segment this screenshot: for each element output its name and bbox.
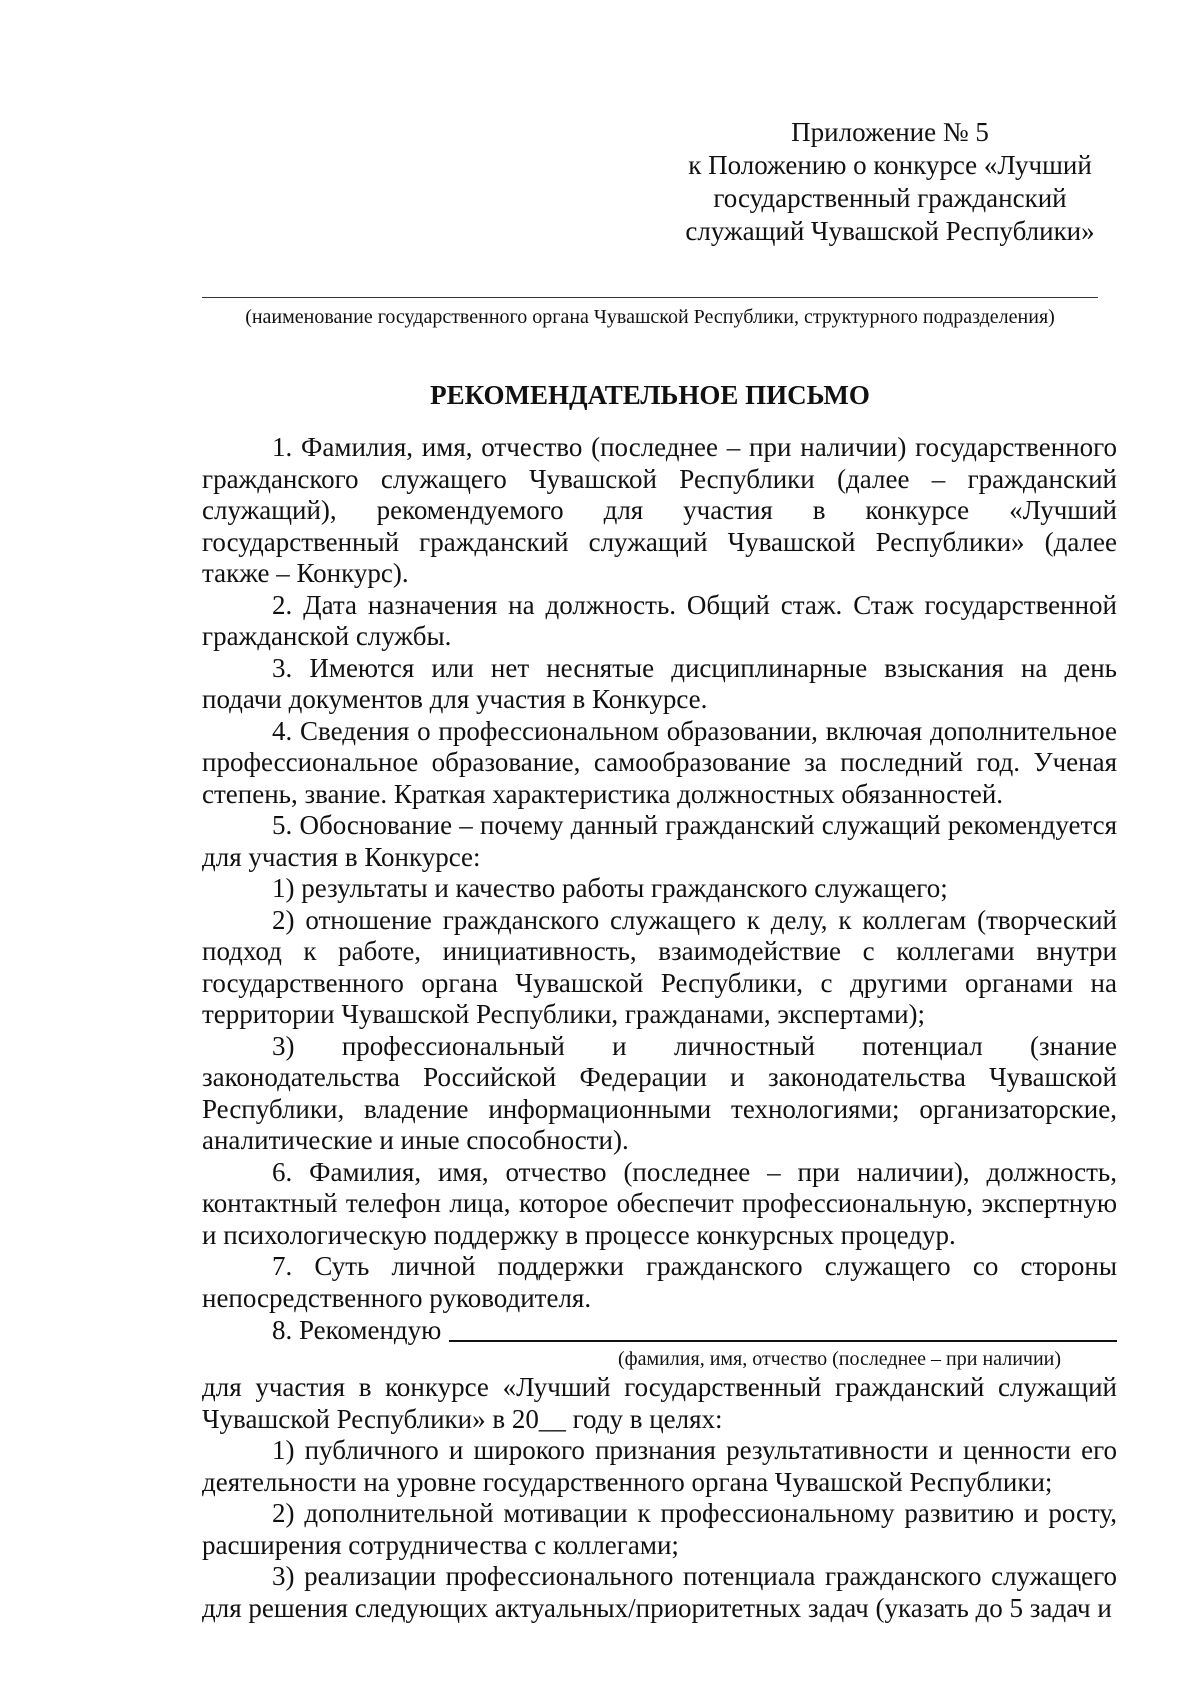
- appendix-header: [660, 116, 1120, 248]
- item-6: 6. Фамилия, имя, отчество (последнее – при наличии), должность, контактный телефон лица, которое обеспечит профессиональную, экспертную и психологическую поддержку в процессе конкурсных процедур.: [202, 1156, 1117, 1250]
- item-5-subitem-1: 1) результаты и качество работы гражданского служащего;: [272, 873, 948, 903]
- item-3: 3. Имеются или нет неснятые дисциплинарные взыскания на день подачи документов для участия в Конкурсе.: [202, 652, 1117, 714]
- item-1: 1. Фамилия, имя, отчество (последнее – при наличии) государственного гражданского служащего Чувашской Республики (далее – гражданский служащий), рекомендуемого для участия в конкурсе «Лучший государственный гражданский служащий Чувашской Республики» (далее также – Конкурс).: [202, 432, 1117, 588]
- item-5-subitem-3: 3) профессиональный и личностный потенциал (знание законодательства Российской Федерации и законодательства Чувашской Республики, владение информационными технологиями; организаторские, аналитические и иные способности).: [202, 1030, 1117, 1155]
- item-5-subitem-2: 2) отношение гражданского служащего к делу, к коллегам (творческий подход к работе, инициативность, взаимодействие с коллегами внутри государственного органа Чувашской Республики, с другими органами на территории Чувашской Республики, гражданами, экспертами);: [202, 904, 1117, 1029]
- item-8-continuation: для участия в конкурсе «Лучший государственный гражданский служащий Чувашской Республики» в 20__ году в целях:: [202, 1372, 1117, 1434]
- item-5: 5. Обоснование – почему данный гражданский служащий рекомендуется для участия в Конкурсе:: [202, 810, 1117, 872]
- item-8-subitem-3: 3) реализации профессионального потенциала гражданского служащего для решения следующих актуальных/приоритетных задач (указать до 5 задач и: [202, 1561, 1117, 1623]
- document-body: [202, 432, 1117, 1624]
- appendix-reference-line: государственный гражданский: [713, 183, 1067, 213]
- item-8-recommend-line: [202, 1314, 1117, 1346]
- item-8-label: 8. Рекомендую: [272, 1314, 442, 1345]
- org-name-caption: (наименование государственного органа Чувашской Республики, структурного подразделения): [245, 306, 1055, 328]
- item-8-subitem-1: 1) публичного и широкого признания результативности и ценности его деятельности на уровне государственного органа Чувашской Республики;: [202, 1435, 1117, 1497]
- org-name-blank-line: [202, 297, 1098, 298]
- document-title: РЕКОМЕНДАТЕЛЬНОЕ ПИСЬМО: [430, 380, 870, 410]
- item-4: 4. Сведения о профессиональном образовании, включая дополнительное профессиональное образование, самообразование за последний год. Ученая степень, звание. Краткая характеристика должностных обязанностей.: [202, 715, 1117, 809]
- appendix-reference-line: к Положению о конкурсе «Лучший: [688, 150, 1092, 180]
- item-2: 2. Дата назначения на должность. Общий стаж. Стаж государственной гражданской службы.: [202, 589, 1117, 651]
- recommended-person-blank-line: [449, 1314, 1117, 1342]
- recommended-person-caption: (фамилия, имя, отчество (последнее – при наличии): [617, 1348, 1062, 1370]
- appendix-reference-line: служащий Чувашской Республики»: [685, 216, 1095, 246]
- item-8-subitem-2: 2) дополнительной мотивации к профессиональному развитию и росту, расширения сотрудничества с коллегами;: [202, 1498, 1117, 1560]
- item-7: 7. Суть личной поддержки гражданского служащего со стороны непосредственного руководителя.: [202, 1251, 1117, 1313]
- appendix-number: Приложение № 5: [791, 117, 989, 147]
